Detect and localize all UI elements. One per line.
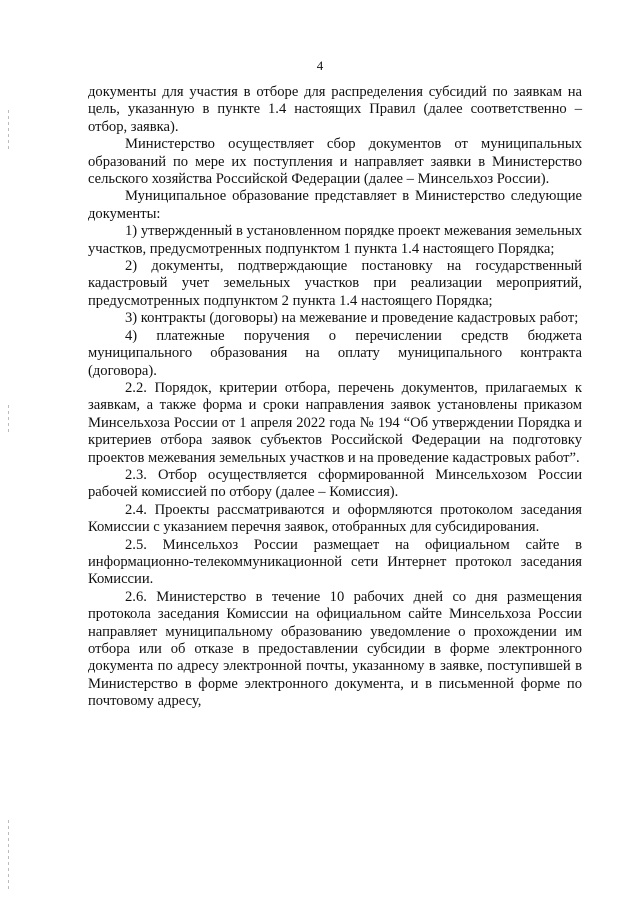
list-item-2: 2) документы, подтверждающие постановку на государственный кадастровый учет земельных участков при реализации мероприятий, предусмотренных подпунктом 2 пункта 1.4 настоящего Порядка; bbox=[88, 258, 582, 309]
list-item-4: 4) платежные поручения о перечислении средств бюджета муниципального образования на оплату муниципального контракта (договора). bbox=[88, 327, 582, 379]
clause-2-6: 2.6. Министерство в течение 10 рабочих дней со дня размещения протокола заседания Комиссии на официальном сайте Минсельхоза России направляет муниципальному образованию уведомление о прохождении им отбора или об отказе в предоставлении субсидии в форме электронного документа по адресу электронной почты, указанному в заявке, поступившей в Министерство в форме электронного документа, и в письменной форме по почтовому адресу, bbox=[88, 588, 582, 710]
clause-2-4: 2.4. Проекты рассматриваются и оформляются протоколом заседания Комиссии с указанием перечня заявок, отобранных для субсидирования. bbox=[88, 501, 582, 536]
clause-2-3: 2.3. Отбор осуществляется сформированной Минсельхозом России рабочей комиссией по отбору (далее – Комиссия). bbox=[88, 466, 582, 501]
binding-mark bbox=[8, 405, 9, 435]
paragraph-continuation: документы для участия в отборе для распределения субсидий по заявкам на цель, указанную в пункте 1.4 настоящих Правил (далее соответственно – отбор, заявка). bbox=[88, 84, 582, 135]
page-number: 4 bbox=[316, 58, 324, 73]
binding-mark bbox=[8, 110, 9, 150]
paragraph-documents-intro: Муниципальное образование представляет в Министерство следующие документы: bbox=[88, 188, 582, 222]
binding-mark bbox=[8, 820, 9, 890]
paragraph-document-collection: Министерство осуществляет сбор документов от муниципальных образований по мере их поступления и направляет заявки в Министерство сельского хозяйства Российской Федерации (далее – Минсельхоз России). bbox=[88, 136, 582, 188]
clause-2-2: 2.2. Порядок, критерии отбора, перечень документов, прилагаемых к заявкам, а также форма и сроки направления заявок установлены приказом Минсельхоза России от 1 апреля 2022 года № 194 “Об утверждении Порядка и критериев отбора заявок субъектов Российской Федерации на подготовку проектов межевания земельных участков и на проведение кадастровых работ”. bbox=[88, 379, 582, 466]
clause-2-5: 2.5. Минсельхоз России размещает на официальном сайте в информационно-телекоммуникационной сети Интернет протокол заседания Комиссии. bbox=[88, 536, 582, 588]
list-item-3: 3) контракты (договоры) на межевание и проведение кадастровых работ; bbox=[125, 310, 579, 327]
list-item-1: 1) утвержденный в установленном порядке проект межевания земельных участков, предусмотренных подпунктом 1 пункта 1.4 настоящего Порядка; bbox=[88, 223, 582, 257]
document-body bbox=[88, 84, 582, 711]
